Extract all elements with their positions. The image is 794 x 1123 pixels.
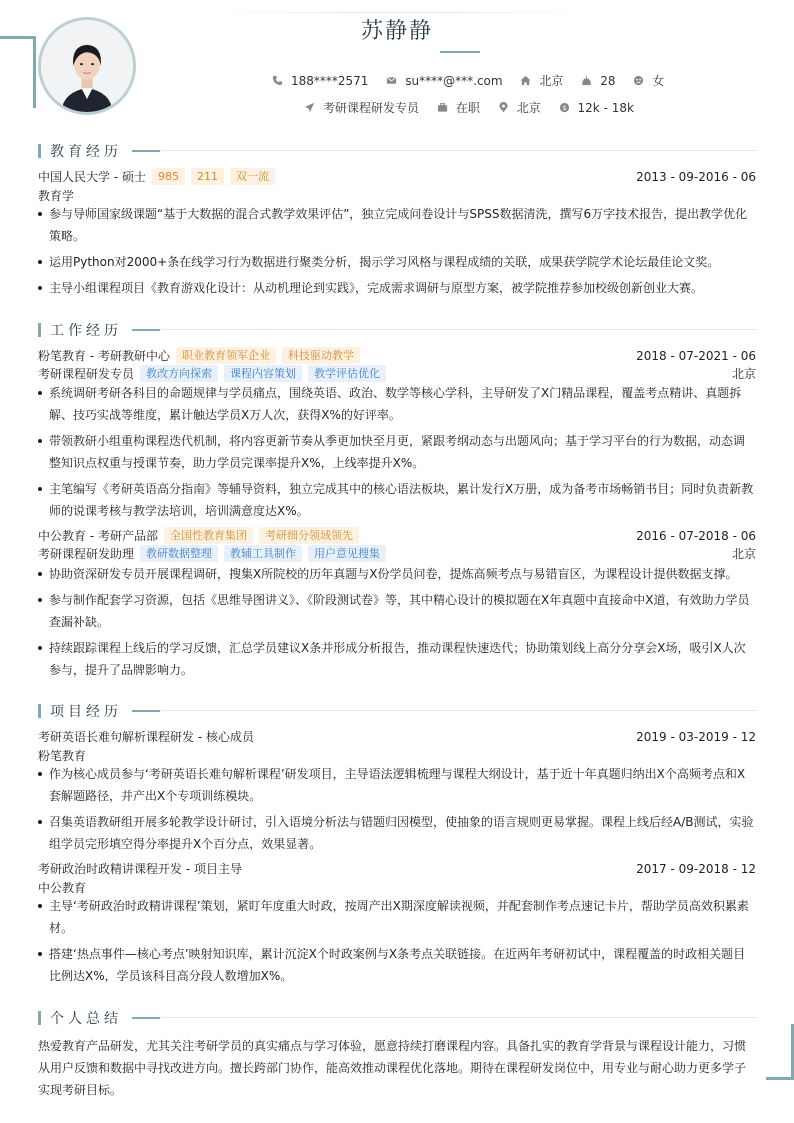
list-item: 搭建‘热点事件—核心考点’映射知识库，累计沉淀X个时政案例与X条考点关联链接。在近两年考研初试中，课程覆盖的时政相关题目比例达X%，学员该科目高分段人数增加X%。	[38, 943, 756, 987]
list-item: 运用Python对2000+条在线学习行为数据进行聚类分析，揭示学习风格与课程成绩的关联，成果获学院学术论坛最佳论文奖。	[38, 251, 756, 273]
section-title-education	[38, 141, 160, 161]
section-dash	[132, 329, 160, 331]
candidate-name: 苏静静	[360, 19, 433, 44]
list-item: 作为核心成员参与‘考研英语长难句解析课程’研发项目，主导语法逻辑梳理与课程大纲设计，基于近十年真题归纳出X个高频考点和X套解题路径，并产出X个专项训练模块。	[38, 763, 756, 807]
section-title-text: 工作经历	[50, 323, 122, 339]
list-item: 持续跟踪课程上线后的学习反馈，汇总学员建议X条并形成分析报告，推动课程快速迭代；协助策划线上高分分享会X场，吸引X人次参与，提升了品牌影响力。	[38, 637, 756, 681]
money-icon	[559, 102, 570, 113]
send-icon	[304, 102, 315, 113]
company-name: 中公教育 - 考研产品部	[38, 529, 158, 543]
company-tag: 考研细分领域领先	[259, 527, 359, 544]
list-item: 带领教研小组重构课程迭代机制，将内容更新节奏从季更加快至月更，紧跟考纲动态与出题风向；基于学习平台的行为数据，动态调整知识点权重与授课节奏，助力学员完课率提升X%，上线率提升X%。	[38, 430, 756, 474]
briefcase-icon	[437, 102, 448, 113]
project-dates: 2017 - 09-2018 - 12	[636, 861, 756, 876]
age-item	[581, 74, 615, 88]
status-item	[437, 99, 480, 116]
gender-icon	[633, 75, 644, 86]
education-header-row	[38, 168, 756, 185]
email-item	[386, 74, 502, 88]
section-bar	[38, 144, 41, 158]
work-city: 北京	[731, 547, 756, 561]
gender-item	[633, 72, 664, 89]
list-item: 主笔编写《考研英语高分指南》等辅导资料，独立完成其中的核心语法板块，累计发行X万册，成为备考市场畅销书目；同时负责新教师的说课考核与教学法培训，培训满意度达X%。	[38, 478, 756, 522]
work-bullets	[38, 382, 756, 526]
list-item: 参与导师国家级课题“基于大数据的混合式教学效果评估”，独立完成问卷设计与SPSS数据清洗，撰写6万字技术报告，提出教学优化策略。	[38, 203, 756, 247]
job-info-row	[304, 99, 648, 116]
status-text: 在职	[455, 101, 480, 115]
cake-icon	[581, 75, 592, 86]
email-text: su****@***.com	[405, 73, 503, 88]
list-item: 参与制作配套学习资源，包括《思维导图讲义》、《阶段测试卷》等，其中精心设计的模拟题在X年真题中直接命中X道，有效助力学员查漏补缺。	[38, 589, 756, 633]
corner-decoration-bottom-right	[766, 1024, 794, 1080]
corner-decoration-top-left	[0, 36, 36, 108]
age-text: 28	[600, 73, 616, 88]
salary-text: 12k - 18k	[577, 100, 634, 115]
target-position-text: 考研课程研发专员	[323, 101, 420, 115]
project-bullets	[38, 895, 756, 991]
hometown-text: 北京	[539, 74, 564, 88]
list-item: 主导小组课程项目《教育游戏化设计：从动机理论到实践》，完成需求调研与原型方案，被学院推荐参加校级创新创业大赛。	[38, 277, 756, 299]
list-item: 协助资深研发专员开展课程调研，搜集X所院校的历年真题与X份学员问卷，提炼高频考点与易错盲区，为课程设计提供数据支撑。	[38, 563, 756, 585]
section-title-work	[38, 320, 160, 340]
section-bar	[38, 323, 41, 337]
company-tag: 全国性教育集团	[164, 527, 253, 544]
role-tag: 教改方向探索	[140, 365, 218, 382]
section-bar	[38, 704, 41, 718]
role-tag: 用户意见搜集	[308, 545, 386, 562]
work-role-row	[38, 545, 756, 562]
phone-text: 188****2571	[291, 73, 369, 88]
role-tag: 教辅工具制作	[224, 545, 302, 562]
svg-text:$: $	[561, 103, 567, 112]
section-title-text: 项目经历	[50, 704, 122, 720]
role-tag: 教研数据整理	[140, 545, 218, 562]
phone-icon	[272, 75, 283, 86]
list-item: 主导‘考研政治时政精讲课程’策划，紧盯年度重大时政，按周产出X期深度解读视频，并配套制作考点速记卡片，帮助学员高效积累素材。	[38, 895, 756, 939]
section-title-text: 个人总结	[50, 1011, 122, 1027]
contact-info-row	[272, 72, 678, 89]
company-tag: 科技驱动教学	[282, 347, 360, 364]
education-major: 教育学	[38, 189, 75, 203]
project-header-row	[38, 860, 756, 877]
role-name: 考研课程研发助理	[38, 547, 135, 561]
summary-text: 热爱教育产品研发，尤其关注考研学员的真实痛点与学习体验，愿意持续打磨课程内容。具备扎实的教育学背景与课程设计能力，习惯从用户反馈和数据中寻找改进方向。擅长跨部门协作，能高效推动课程优化落地。期待在课程研发岗位中，用专业与耐心助力更多学子实现考研目标。	[38, 1039, 747, 1097]
project-title: 考研英语长难句解析课程研发 - 核心成员	[38, 730, 254, 744]
role-tag: 教学评估优化	[308, 365, 386, 382]
work-dates: 2018 - 07-2021 - 06	[636, 348, 756, 363]
school-tag: 985	[152, 168, 185, 185]
project-org: 中公教育	[38, 881, 87, 895]
target-city-item	[498, 99, 541, 116]
section-divider	[160, 1017, 756, 1018]
work-company-row	[38, 527, 756, 544]
section-bar	[38, 1011, 41, 1025]
work-role-row	[38, 365, 756, 382]
role-name: 考研课程研发专员	[38, 367, 135, 381]
location-icon	[498, 102, 509, 113]
work-dates: 2016 - 07-2018 - 06	[636, 528, 756, 543]
section-title-text: 教育经历	[50, 144, 122, 160]
work-company-row	[38, 347, 756, 364]
section-divider	[160, 150, 756, 151]
company-name: 粉笔教育 - 考研教研中心	[38, 349, 170, 363]
project-org: 粉笔教育	[38, 749, 87, 763]
hometown-item	[520, 72, 563, 89]
list-item: 召集英语教研组开展多轮教学设计研讨，引入语境分析法与错题归因模型，使抽象的语言规则更易掌握。课程上线后经A/B测试，实验组学员完形填空得分率提升X个百分点，效果显著。	[38, 811, 756, 855]
salary-item	[559, 101, 634, 115]
phone-item	[272, 74, 368, 88]
section-dash	[132, 710, 160, 712]
work-city: 北京	[731, 367, 756, 381]
section-dash	[132, 150, 160, 152]
target-position-item	[304, 99, 419, 116]
education-bullets	[38, 203, 756, 303]
section-dash	[132, 1017, 160, 1019]
mail-icon	[386, 75, 397, 86]
section-divider	[160, 329, 756, 330]
school-name: 中国人民大学 - 硕士	[38, 170, 146, 184]
list-item: 系统调研考研各科目的命题规律与学员痛点，围绕英语、政治、数学等核心学科，主导研发了X门精品课程，覆盖考点精讲、真题拆解、技巧实战等维度，累计触达学员X万人次，获得X%的好评率。	[38, 382, 756, 426]
education-dates: 2013 - 09-2016 - 06	[636, 169, 756, 184]
school-tag: 双一流	[230, 168, 275, 185]
section-divider	[160, 710, 756, 711]
project-header-row	[38, 728, 756, 745]
work-bullets	[38, 563, 756, 685]
project-title: 考研政治时政精讲课程开发 - 项目主导	[38, 862, 242, 876]
school-tag: 211	[191, 168, 224, 185]
gender-text: 女	[652, 74, 665, 88]
name-underline	[440, 51, 480, 53]
home-icon	[520, 75, 531, 86]
project-bullets	[38, 763, 756, 859]
company-tag: 职业教育领军企业	[176, 347, 276, 364]
target-city-text: 北京	[516, 101, 541, 115]
section-title-projects	[38, 701, 160, 721]
section-title-summary	[38, 1008, 160, 1028]
role-tag: 课程内容策划	[224, 365, 302, 382]
project-dates: 2019 - 03-2019 - 12	[636, 729, 756, 744]
top-divider	[200, 12, 600, 13]
